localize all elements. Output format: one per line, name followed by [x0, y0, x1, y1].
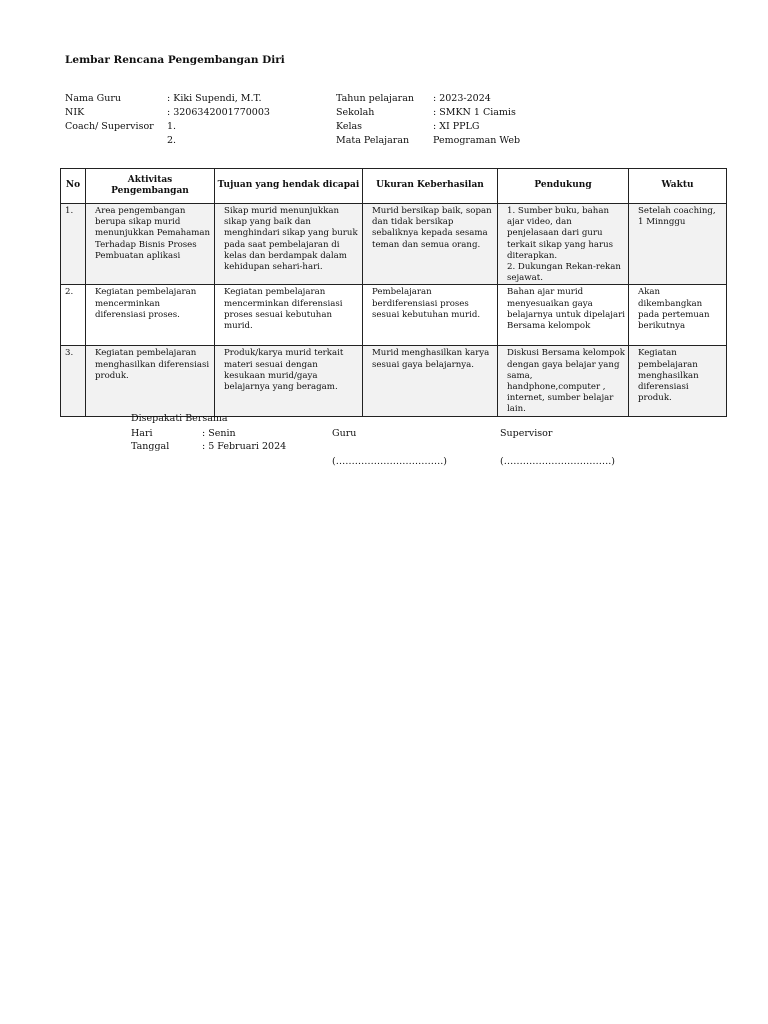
pendukung-item: 1. Sumber buku, bahan ajar video, dan penjelasaan dari guru terkait sikap yang harus diterapkan. [507, 206, 614, 261]
info-value: 1. [167, 121, 177, 132]
supervisor-label: Supervisor [500, 428, 553, 439]
info-label: Mata Pelajaran [336, 135, 410, 146]
info-value: : 2023-2024 [433, 93, 491, 104]
info-value: 2. [167, 135, 177, 146]
info-label: Coach/ Supervisor [65, 121, 154, 132]
supervisor-signature-line: (…………………………….) [500, 456, 615, 467]
header-ukuran: Ukuran Keberhasilan [363, 169, 498, 204]
teacher-info [65, 92, 325, 152]
guru-signature-line: (…………………………….) [332, 456, 447, 467]
school-info [336, 92, 586, 152]
cell-no: 3. [61, 346, 86, 416]
guru-label: Guru [332, 428, 357, 439]
tanggal-value: : 5 Februari 2024 [202, 441, 287, 452]
table-header-row [61, 169, 727, 204]
cell-no: 2. [61, 285, 86, 346]
document-title: Lembar Rencana Pengembangan Diri [65, 54, 285, 66]
info-value: : Kiki Supendi, M.T. [167, 93, 262, 104]
info-label: Nama Guru [65, 93, 122, 104]
cell-waktu: Setelah coaching, 1 Minnggu [629, 204, 727, 285]
cell-tujuan: Kegiatan pembelajaran mencerminkan diferensiasi proses sesuai kebutuhan murid. [215, 285, 363, 346]
info-label: NIK [65, 107, 85, 118]
hari-value: : Senin [202, 428, 236, 439]
cell-aktivitas: Kegiatan pembelajaran mencerminkan diferensiasi proses. [86, 285, 215, 346]
cell-ukuran: Murid menghasilkan karya sesuai gaya belajarnya. [363, 346, 498, 416]
development-plan-table [60, 168, 727, 417]
header-no: No [61, 169, 86, 204]
agreement-heading: Disepakati Bersama [131, 413, 228, 424]
info-value: : 3206342001770003 [167, 107, 270, 118]
info-label: Kelas [336, 121, 363, 132]
header-waktu: Waktu [629, 169, 727, 204]
cell-pendukung [498, 204, 629, 285]
table-row [61, 204, 727, 285]
info-value: : XI PPLG [433, 121, 480, 132]
cell-waktu: Akan dikembangkan pada pertemuan berikutnya [629, 285, 727, 346]
info-value: : SMKN 1 Ciamis [433, 107, 516, 118]
cell-tujuan: Produk/karya murid terkait materi sesuai dengan kesukaan murid/gaya belajarnya yang beragam. [215, 346, 363, 416]
cell-ukuran: Murid bersikap baik, sopan dan tidak bersikap sebaliknya kepada sesama teman dan semua orang. [363, 204, 498, 285]
hari-label: Hari [131, 428, 153, 439]
header-pendukung: Pendukung [498, 169, 629, 204]
info-value: Pemograman Web [433, 135, 521, 146]
info-label: Sekolah [336, 107, 375, 118]
cell-pendukung: Bahan ajar murid menyesuaikan gaya belajarnya untuk dipelajari Bersama kelompok [498, 285, 629, 346]
cell-aktivitas: Kegiatan pembelajaran menghasilkan diferensiasi produk. [86, 346, 215, 416]
cell-waktu: Kegiatan pembelajaran menghasilkan diferensiasi produk. [629, 346, 727, 416]
cell-pendukung: Diskusi Bersama kelompok dengan gaya belajar yang sama, handphone,computer , internet, sumber belajar lain. [498, 346, 629, 416]
cell-aktivitas: Area pengembangan berupa sikap murid menunjukkan Pemahaman Terhadap Bisnis Proses Pembuatan aplikasi [86, 204, 215, 285]
cell-no: 1. [61, 204, 86, 285]
header-aktivitas: Aktivitas Pengembangan [86, 169, 215, 204]
cell-tujuan: Sikap murid menunjukkan sikap yang baik dan menghindari sikap yang buruk pada saat pembelajaran di kelas dan berdampak dalam kehidupan sehari-hari. [215, 204, 363, 285]
cell-ukuran: Pembelajaran berdiferensiasi proses sesuai kebutuhan murid. [363, 285, 498, 346]
header-tujuan: Tujuan yang hendak dicapai [215, 169, 363, 204]
table-row [61, 346, 727, 416]
info-label: Tahun pelajaran [336, 93, 414, 104]
table-row [61, 285, 727, 346]
tanggal-label: Tanggal [131, 441, 170, 452]
pendukung-item: 2. Dukungan Rekan-rekan sejawat. [507, 262, 621, 284]
